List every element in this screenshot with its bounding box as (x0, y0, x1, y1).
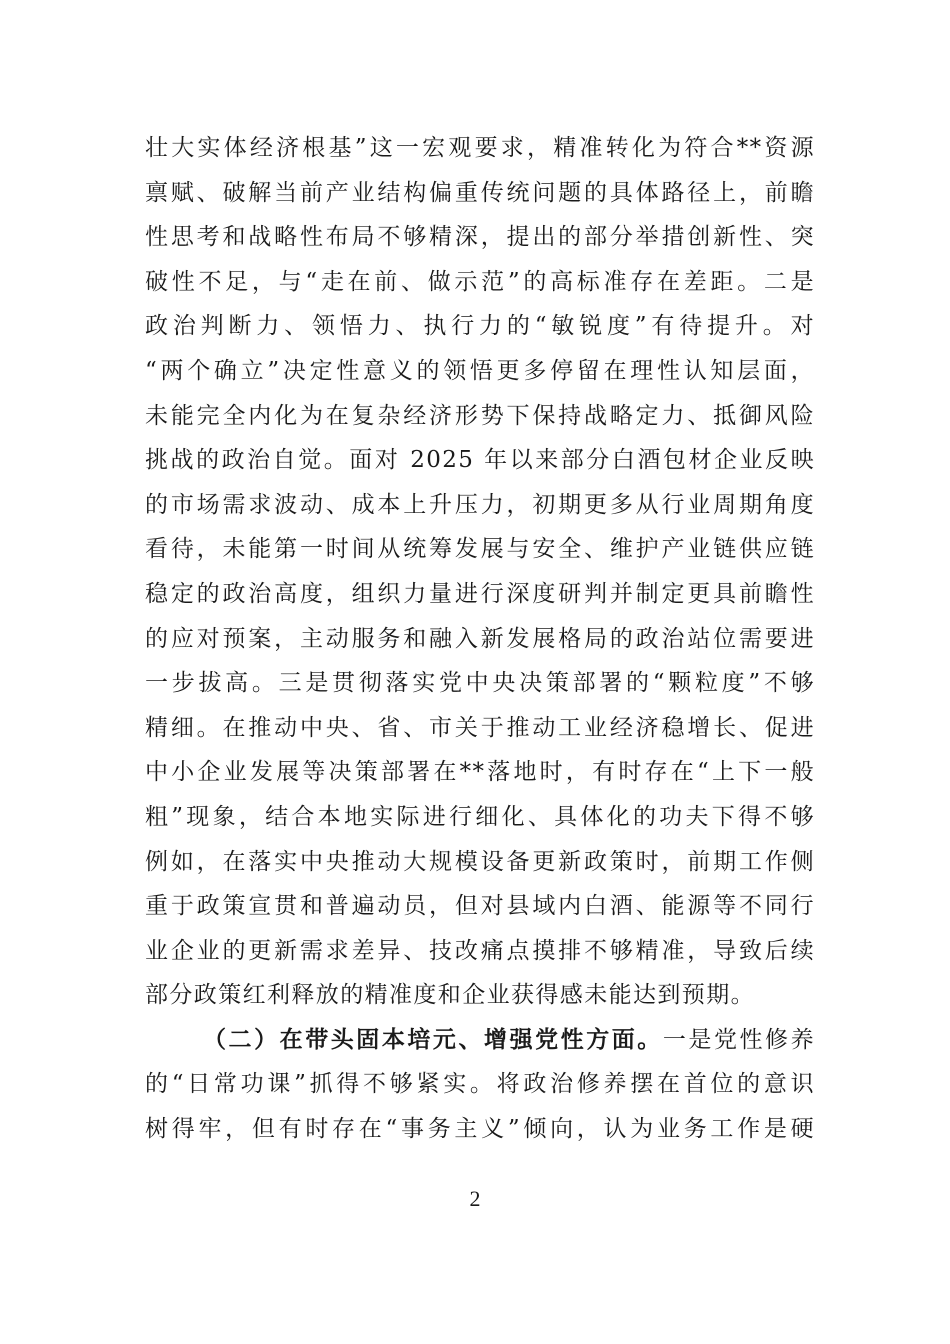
paragraph-end-line: 部分政策红利释放的精准度和企业获得感未能达到预期。 (145, 982, 755, 1009)
text-line: 一步拔高。三是贯彻落实党中央决策部署的“颗粒度”不够 (145, 670, 815, 697)
text-line: 破性不足，与“走在前、做示范”的高标准存在差距。二是 (145, 268, 815, 295)
section-heading-continuation: 一是党性修养 (662, 1026, 815, 1053)
text-line: 挑战的政治自觉。面对 2025 年以来部分白酒包材企业反映 (145, 447, 815, 474)
text-line: 的市场需求波动、成本上升压力，初期更多从行业周期角度 (145, 491, 815, 518)
page-number: 2 (469, 1186, 481, 1211)
text-line: 稳定的政治高度，组织力量进行深度研判并制定更具前瞻性 (145, 580, 815, 607)
text-line: 中小企业发展等决策部署在**落地时，有时存在“上下一般 (145, 759, 815, 786)
text-line: 例如，在落实中央推动大规模设备更新政策时，前期工作侧 (145, 848, 815, 875)
text-line: 的“日常功课”抓得不够紧实。将政治修养摆在首位的意识 (145, 1071, 815, 1098)
text-line: 重于政策宣贯和普遍动员，但对县域内白酒、能源等不同行 (145, 893, 815, 920)
text-line: 未能完全内化为在复杂经济形势下保持战略定力、抵御风险 (145, 402, 815, 429)
text-line: 粗”现象，结合本地实际进行细化、具体化的功夫下得不够 (145, 803, 815, 830)
section-heading-line (145, 1018, 815, 1063)
text-line: 的应对预案，主动服务和融入新发展格局的政治站位需要进 (145, 625, 815, 652)
section-heading: （二）在带头固本培元、增强党性方面。 (203, 1025, 663, 1053)
text-line: 业企业的更新需求差异、技改痛点摸排不够精准，导致后续 (145, 937, 815, 964)
text-line: 精细。在推动中央、省、市关于推动工业经济稳增长、促进 (145, 714, 815, 741)
text-line: 禀赋、破解当前产业结构偏重传统问题的具体路径上，前瞻 (145, 179, 815, 206)
text-line: 看待，未能第一时间从统筹发展与安全、维护产业链供应链 (145, 536, 815, 563)
text-line: 树得牢，但有时存在“事务主义”倾向，认为业务工作是硬 (145, 1116, 815, 1143)
text-line: 性思考和战略性布局不够精深，提出的部分举措创新性、突 (145, 224, 815, 251)
text-line: “两个确立”决定性意义的领悟更多停留在理性认知层面， (145, 357, 815, 384)
text-line: 壮大实体经济根基”这一宏观要求，精准转化为符合**资源 (145, 135, 815, 161)
document-body (145, 126, 815, 1152)
text-line: 政治判断力、领悟力、执行力的“敏锐度”有待提升。对 (145, 313, 815, 340)
